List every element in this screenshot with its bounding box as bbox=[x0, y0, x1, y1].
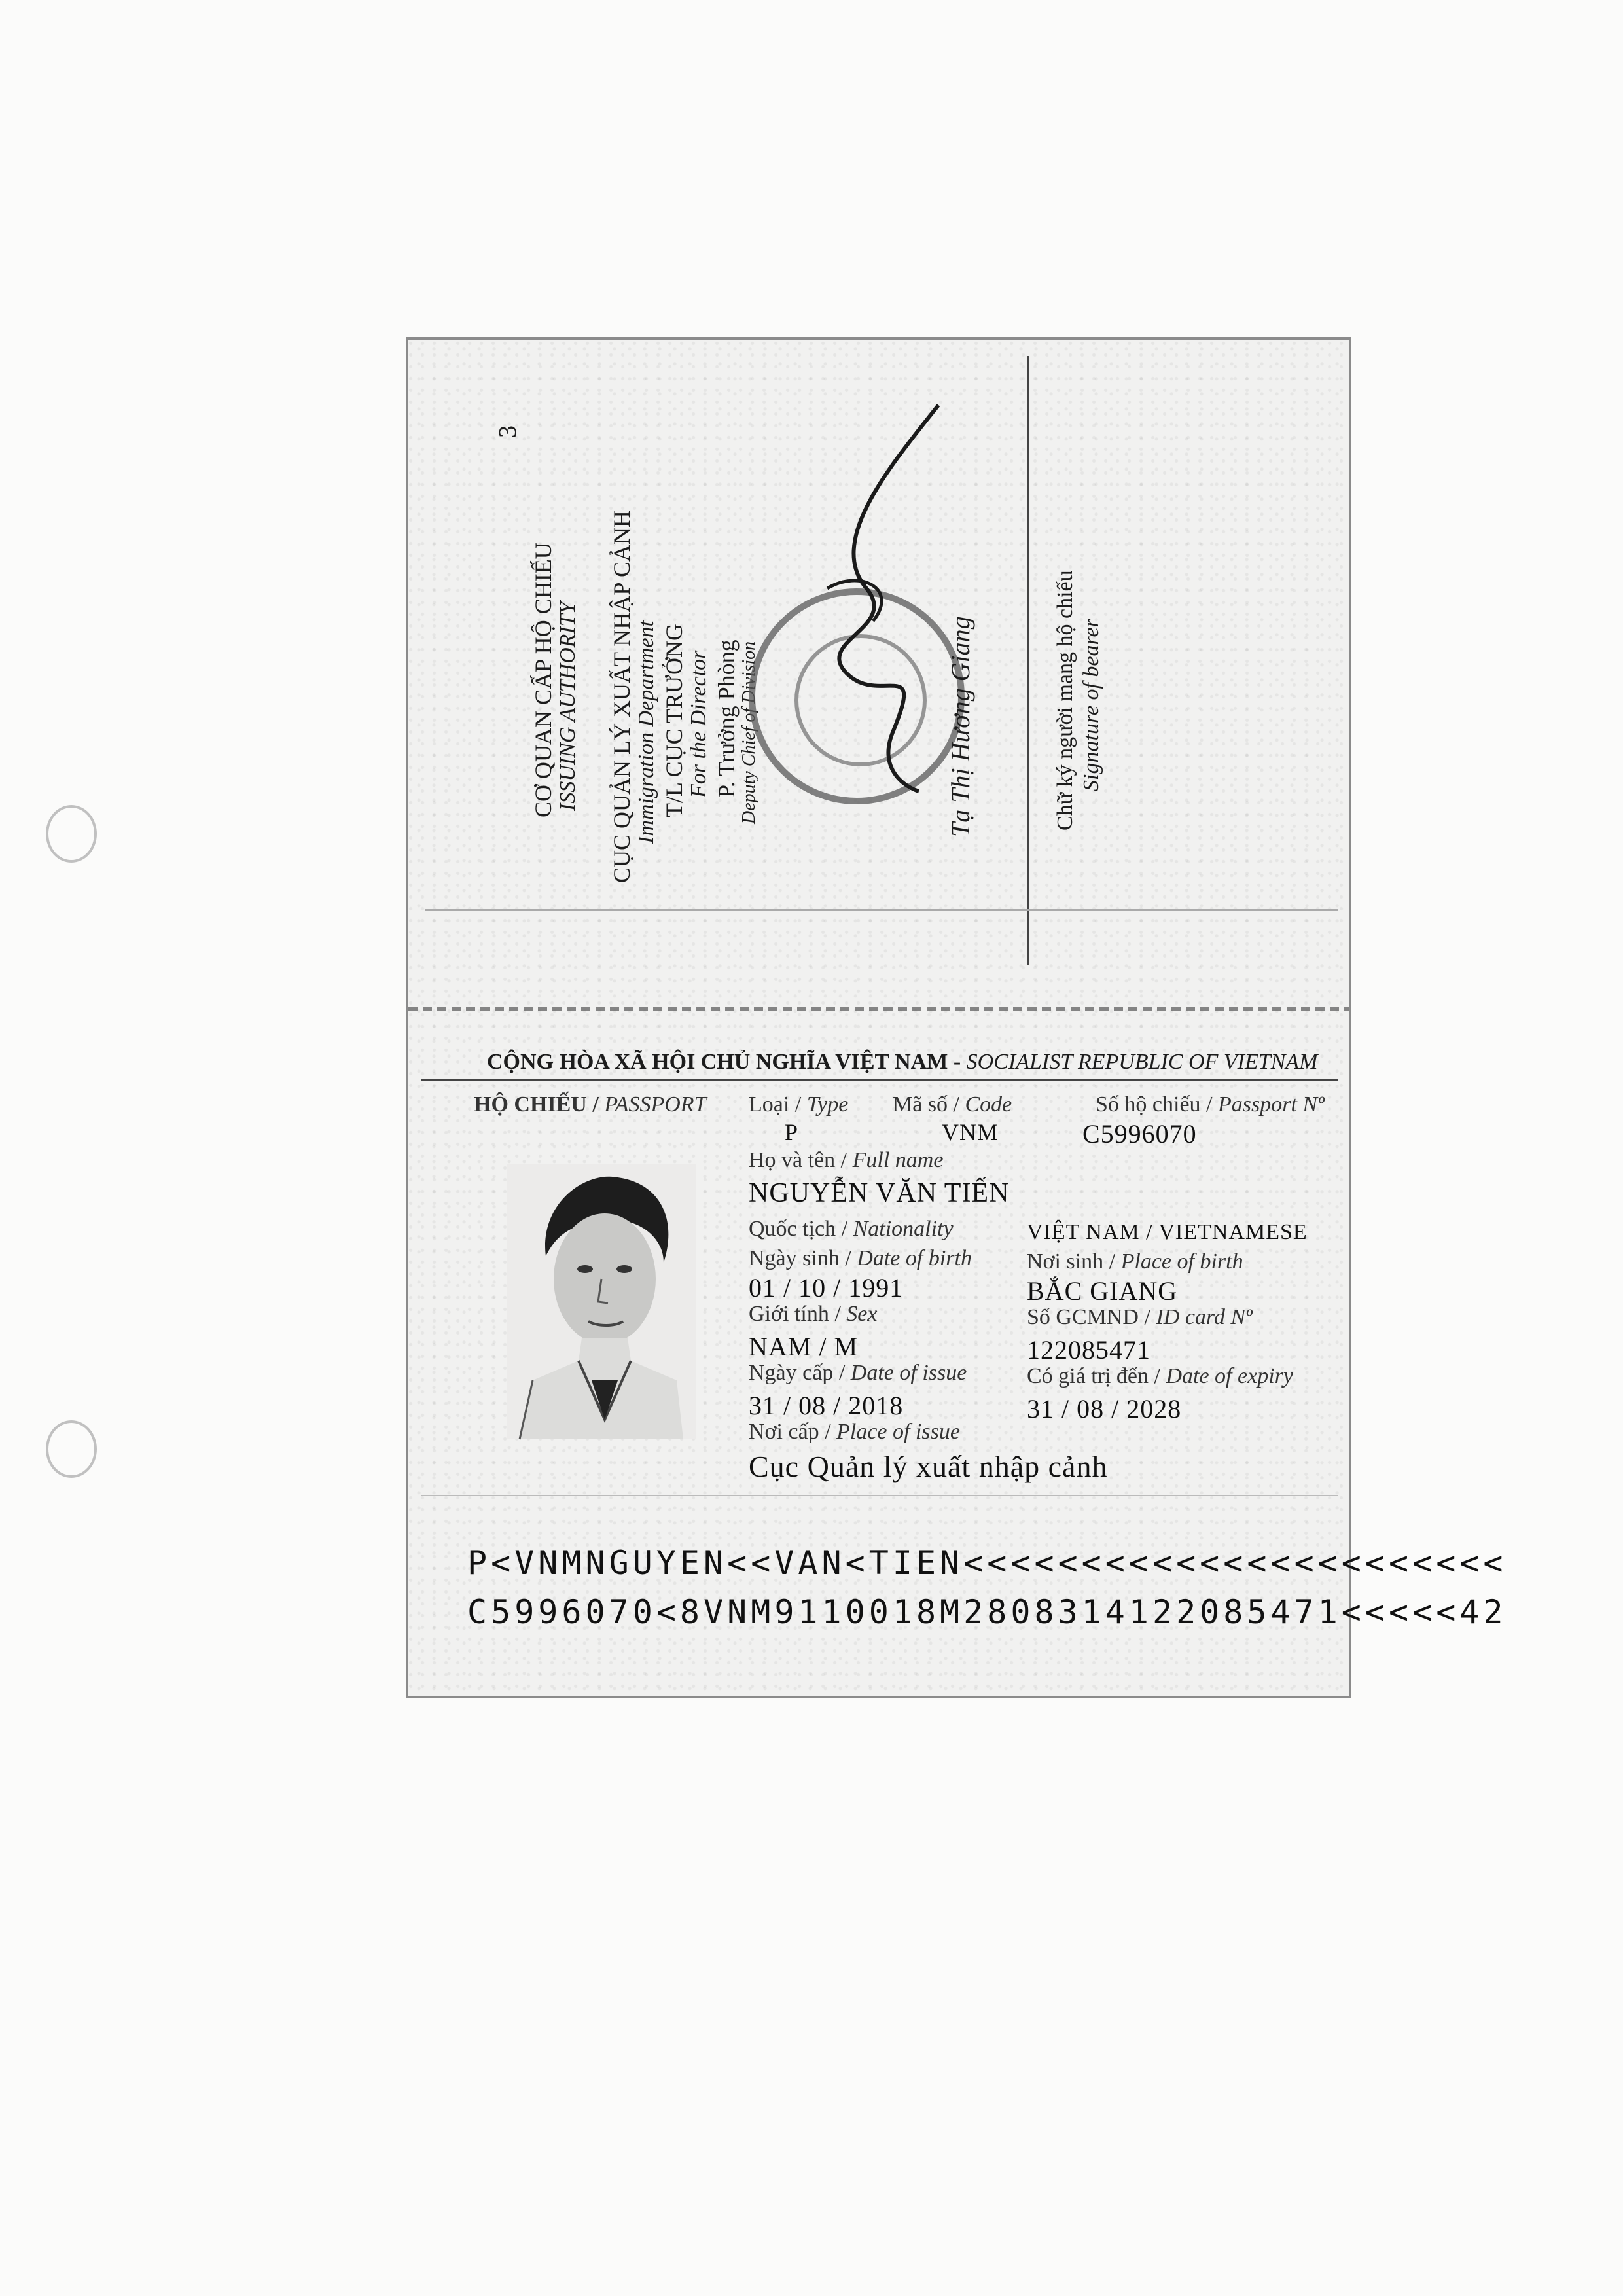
place-of-issue-label-vi: Nơi cấp / bbox=[749, 1420, 831, 1444]
id-card-label bbox=[1027, 1305, 1253, 1330]
id-card-label-vi: Số GCMND / bbox=[1027, 1305, 1150, 1329]
dob-label-en: Date of birth bbox=[857, 1246, 972, 1270]
page-number: 3 bbox=[494, 425, 522, 438]
expiry-date-label-vi: Có giá trị đến / bbox=[1027, 1364, 1160, 1388]
issue-date-label-vi: Ngày cấp / bbox=[749, 1361, 846, 1385]
id-card-label-en: ID card Nº bbox=[1156, 1305, 1253, 1329]
type-value: P bbox=[785, 1119, 799, 1145]
country-header bbox=[487, 1050, 1317, 1075]
deputy-en: Deputy Chief of Division bbox=[739, 641, 759, 824]
place-of-issue-value: Cục Quản lý xuất nhập cảnh bbox=[749, 1450, 1108, 1483]
country-header-vi: CỘNG HÒA XÃ HỘI CHỦ NGHĨA VIỆT NAM - bbox=[487, 1050, 961, 1074]
code-label-en: Code bbox=[965, 1092, 1012, 1117]
passport-no-label bbox=[1096, 1092, 1325, 1117]
page-fold-line bbox=[408, 1007, 1349, 1011]
expiry-date-label-en: Date of expiry bbox=[1166, 1364, 1293, 1388]
dob-label-vi: Ngày sinh / bbox=[749, 1246, 851, 1270]
place-of-issue-label bbox=[749, 1420, 960, 1444]
department-vi: CỤC QUẢN LÝ XUẤT NHẬP CẢNH bbox=[609, 510, 635, 883]
signature-divider bbox=[1027, 356, 1029, 965]
mrz-line-1: P<VNMNGUYEN<<VAN<TIEN<<<<<<<<<<<<<<<<<<<<<<< bbox=[467, 1544, 1507, 1582]
nationality-label bbox=[749, 1217, 954, 1242]
type-label-vi: Loại / bbox=[749, 1092, 802, 1117]
pob-label bbox=[1027, 1249, 1243, 1274]
signatory-name: Tạ Thị Hương Giang bbox=[946, 616, 975, 837]
authority-label-vi: CƠ QUAN CẤP HỘ CHIẾU bbox=[530, 542, 556, 817]
issue-date-value: 31 / 08 / 2018 bbox=[749, 1391, 904, 1420]
for-director-en: For the Director bbox=[687, 650, 711, 798]
pob-label-en: Place of birth bbox=[1120, 1249, 1243, 1274]
expiry-date-value: 31 / 08 / 2028 bbox=[1027, 1394, 1182, 1424]
nationality-label-vi: Quốc tịch / bbox=[749, 1217, 848, 1241]
mrz-zone-rule bbox=[421, 1495, 1338, 1496]
name-label-vi: Họ và tên / bbox=[749, 1148, 847, 1172]
official-signature bbox=[788, 392, 971, 798]
passport-no-label-vi: Số hộ chiếu / bbox=[1096, 1092, 1213, 1117]
passport-title bbox=[474, 1092, 706, 1117]
passport-no-label-en: Passport Nº bbox=[1217, 1092, 1325, 1117]
type-label-en: Type bbox=[806, 1092, 849, 1117]
holder-photo bbox=[507, 1164, 696, 1439]
nationality-label-en: Nationality bbox=[853, 1217, 954, 1241]
passport-scan bbox=[406, 337, 1507, 1698]
department-en: Immigration Department bbox=[634, 620, 658, 844]
bearer-signature-label-en: Signature of bearer bbox=[1079, 619, 1103, 791]
bearer-signature-label-vi: Chữ ký người mang hộ chiếu bbox=[1053, 570, 1077, 831]
passport-title-vi: HỘ CHIẾU / bbox=[474, 1092, 599, 1117]
deputy-vi: P. Trưởng Phòng bbox=[713, 639, 740, 798]
sex-label-en: Sex bbox=[846, 1302, 878, 1326]
page-rule bbox=[425, 909, 1338, 911]
pob-value: BẮC GIANG bbox=[1027, 1276, 1178, 1306]
passport-data-page bbox=[408, 1014, 1507, 1701]
issue-date-label bbox=[749, 1361, 967, 1386]
punch-hole bbox=[46, 1420, 97, 1478]
bleed-through-text bbox=[1499, 98, 1536, 128]
sex-label-vi: Giới tính / bbox=[749, 1302, 841, 1326]
type-label bbox=[749, 1092, 848, 1117]
dob-label bbox=[749, 1246, 972, 1271]
nationality-value: VIỆT NAM / VIETNAMESE bbox=[1027, 1220, 1308, 1244]
code-label-vi: Mã số / bbox=[893, 1092, 959, 1117]
mrz-line-2: C5996070<8VNM9110018M2808314122085471<<<<<42 bbox=[467, 1593, 1507, 1631]
for-director-vi: T/L CỤC TRƯỞNG bbox=[661, 624, 687, 817]
name-label bbox=[749, 1148, 943, 1173]
passport-title-en: PASSPORT bbox=[604, 1092, 707, 1117]
issue-date-label-en: Date of issue bbox=[850, 1361, 967, 1385]
code-value: VNM bbox=[942, 1119, 999, 1145]
place-of-issue-label-en: Place of issue bbox=[836, 1420, 960, 1444]
code-label bbox=[893, 1092, 1012, 1117]
punch-hole bbox=[46, 805, 97, 863]
header-rule bbox=[421, 1079, 1338, 1081]
id-card-value: 122085471 bbox=[1027, 1335, 1150, 1365]
passport-no-value: C5996070 bbox=[1082, 1119, 1197, 1149]
sex-label bbox=[749, 1302, 877, 1327]
name-label-en: Full name bbox=[852, 1148, 944, 1172]
passport-observation-page bbox=[408, 340, 1349, 1007]
pob-label-vi: Nơi sinh / bbox=[1027, 1249, 1116, 1274]
dob-value: 01 / 10 / 1991 bbox=[749, 1273, 904, 1302]
authority-label-en: ISSUING AUTHORITY bbox=[556, 601, 580, 811]
expiry-date-label bbox=[1027, 1364, 1293, 1389]
name-value: NGUYỄN VĂN TIẾN bbox=[749, 1178, 1010, 1208]
country-header-en: SOCIALIST REPUBLIC OF VIETNAM bbox=[966, 1050, 1318, 1074]
sex-value: NAM / M bbox=[749, 1332, 859, 1361]
